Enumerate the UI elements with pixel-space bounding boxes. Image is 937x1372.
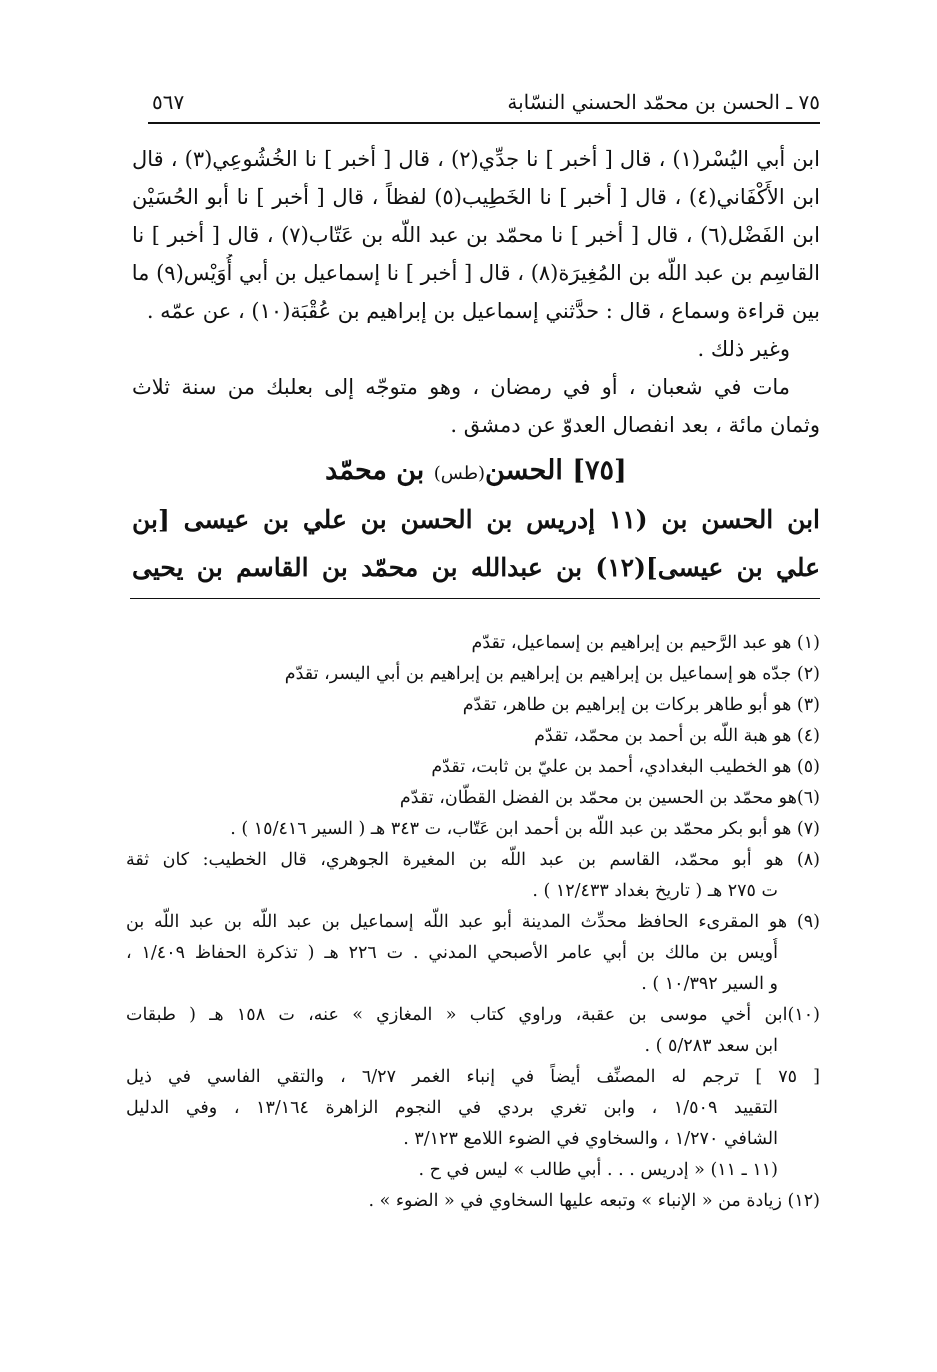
footnote-line: أُويس بن مالك بن أبي عامر الأصبحي المدني . ت ٢٢٦ هـ ( تذكرة الحفاظ ١/٤٠٩ ، bbox=[126, 943, 778, 963]
footnote bbox=[126, 845, 820, 907]
footnote-line: (١) هو عبد الرَّحيم بن إبراهيم بن إسماعيل، تقدّم bbox=[471, 633, 820, 653]
footnote bbox=[126, 628, 820, 659]
lineage-line: ابن الحسن بن (١١ إدريس بن الحسن بن علي بن عيسى [بن bbox=[132, 505, 820, 534]
body-line: بين قراءة وسماع ، قال : حدَّثني إسماعيل بن إبراهيم بن عُقْبَة(١٠) ، عن عمّه . bbox=[146, 299, 820, 323]
footnote bbox=[126, 1186, 820, 1217]
body-line: وغير ذلك . bbox=[697, 337, 790, 361]
footnote-line: (٨) هو أبو محمّد، القاسم بن عبد اللّه بن المغيرة الجوهري، قال الخطيب: كان ثقة bbox=[126, 850, 820, 870]
chapter-number: [٧٥] bbox=[572, 455, 627, 486]
footnote-line: الشافي ١/٢٧٠ ، والسخاوي في الضوء اللامع ٣/١٢٣ . bbox=[403, 1129, 778, 1149]
body-line: ابن الأَكْفَاني(٤) ، قال [ أخبر ] نا الخَطِيب(٥) لفظاً ، قال [ أخبر ] نا أبو الحُسَيْن bbox=[132, 185, 820, 209]
footnote-line: (٦)هو محمّد بن الحسين بن محمّد بن الفضل القطّان، تقدّم bbox=[399, 788, 820, 808]
footnote-line: (١٠)ابن أخي موسى بن عقبة، وراوي كتاب « المغازي » عنه، ت ١٥٨ هـ ( طبقات bbox=[126, 1005, 820, 1025]
footnote-line: [ ٧٥ ] ترجم له المصنِّف أيضاً في إنباء الغمر ٦/٢٧ ، والتقي الفاسي في ذيل bbox=[126, 1067, 820, 1087]
footnote bbox=[126, 1155, 820, 1186]
footnote-line: ابن سعد ٥/٢٨٣ ) . bbox=[644, 1036, 778, 1056]
body-line: مات في شعبان ، أو في رمضان ، وهو متوجّه إلى بعلبك من سنة ثلاث bbox=[132, 375, 790, 399]
footnote-line: (٢) جدّه هو إسماعيل بن إبراهيم بن إبراهيم بن إبراهيم بن أبي اليسر، تقدّم bbox=[284, 664, 820, 684]
chapter-title bbox=[132, 446, 820, 496]
footnote-line: التقييد ١/٥٠٩ ، وابن تغري بردي في النجوم الزاهرة ١٣/١٦٤ ، وفي الدليل bbox=[126, 1098, 779, 1118]
footnote bbox=[126, 1062, 820, 1155]
running-header bbox=[148, 86, 820, 124]
footnote-line: (١١ ـ ١١) « إدريس . . . أبي طالب » ليس في ح . bbox=[418, 1160, 778, 1180]
footnote bbox=[126, 659, 820, 690]
footnote-line: (١٢) زيادة من « الإنباء » وتبعه عليها السخاوي في « الضوء » . bbox=[368, 1191, 820, 1211]
footnote-line: (٩) هو المقرىء الحافظ محدِّث المدينة أبو عبد اللّه إسماعيل بن عبد اللّه بن عبد اللّه بن bbox=[126, 912, 820, 932]
footnote bbox=[126, 783, 820, 814]
body-line: ابن الفَضْل(٦) ، قال [ أخبر ] نا محمّد بن عبد اللّه بن عَتّاب(٧) ، قال [ أخبر ] نا bbox=[132, 223, 820, 247]
footnote-line: ت ٢٧٥ هـ ( تاريخ بغداد ١٢/٤٣٣ ) . bbox=[532, 881, 778, 901]
footnotes bbox=[126, 628, 820, 1217]
main-text bbox=[132, 140, 820, 599]
footnote-line: و السير ١٠/٣٩٢ ) . bbox=[641, 974, 778, 994]
footnote-separator bbox=[130, 598, 820, 599]
footnote bbox=[126, 814, 820, 845]
chapter-tag: (طس) bbox=[433, 463, 486, 484]
page-number: ٥٦٧ bbox=[152, 90, 185, 114]
running-title: ٧٥ ـ الحسن بن محمّد الحسني النسّابة bbox=[507, 90, 820, 114]
footnote-line: (٥) هو الخطيب البغدادي، أحمد بن عليّ بن ثابت، تقدّم bbox=[431, 757, 820, 777]
body-line: القاسِم بن عبد اللّه بن المُغِيرَة(٨) ، قال [ أخبر ] نا إسماعيل بن أبي أُوَيْس(٩) ما bbox=[132, 261, 820, 285]
body-line: ابن أبي اليُسْر(١) ، قال [ أخبر ] نا جدِّي(٢) ، قال [ أخبر ] نا الخُشُوعِي(٣) ، قال bbox=[132, 147, 820, 171]
body-line: وثمان مائة ، بعد انفصال العدوّ عن دمشق . bbox=[450, 413, 820, 437]
footnote-line: (٣) هو أبو طاهر بركات بن إبراهيم بن طاهر، تقدّم bbox=[462, 695, 820, 715]
lineage-line: علي بن عيسى](١٢) بن عبدالله بن محمّد بن القاسم بن يحيى bbox=[132, 553, 820, 582]
footnote bbox=[126, 721, 820, 752]
chapter-name-rest: بن محمّد bbox=[325, 455, 425, 486]
footnote bbox=[126, 752, 820, 783]
chapter-name: الحسن bbox=[485, 455, 563, 486]
footnote bbox=[126, 907, 820, 1000]
footnote bbox=[126, 1000, 820, 1062]
footnote-line: (٧) هو أبو بكر محمّد بن عبد اللّه بن أحمد ابن عَتّاب، ت ٣٤٣ هـ ( السير ١٥/٤١٦ ) . bbox=[230, 819, 820, 839]
footnote-line: (٤) هو هبة اللّه بن أحمد بن محمّد، تقدّم bbox=[534, 726, 820, 746]
footnote bbox=[126, 690, 820, 721]
